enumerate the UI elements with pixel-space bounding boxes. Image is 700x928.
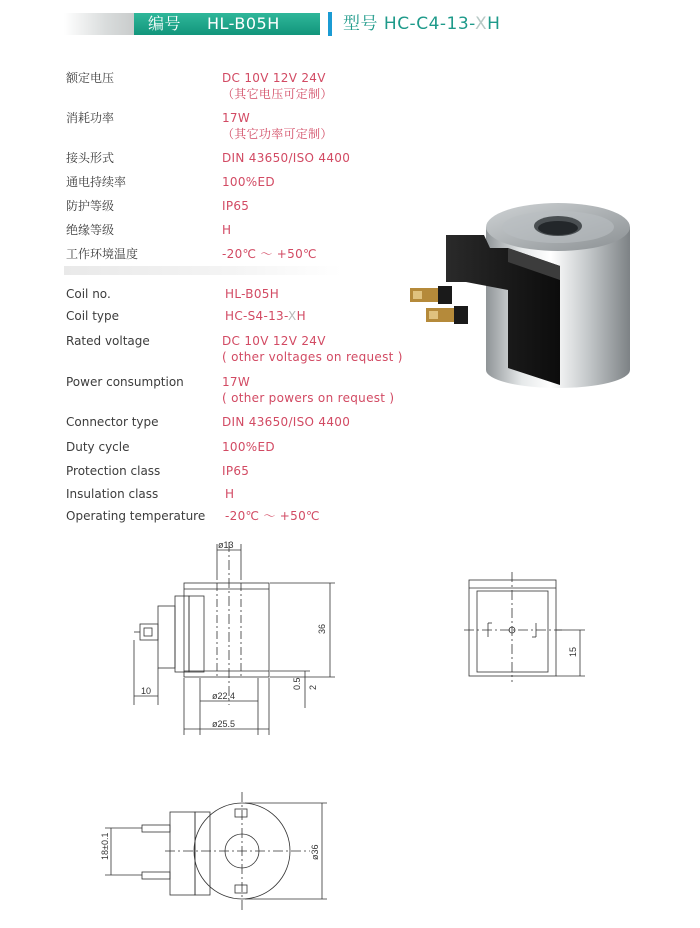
dim-h36: 36	[317, 623, 327, 634]
spec-cn-power-value: 17W	[222, 111, 251, 125]
header-code-box	[134, 13, 320, 35]
dim-d25: ø25.5	[212, 719, 236, 729]
spec-cn-label-connector: 接头形式	[66, 151, 115, 165]
spec-en-label-temperature: Operating temperature	[66, 509, 206, 523]
spec-cn-voltage-value: DC 10V 12V 24V	[222, 71, 326, 85]
spec-cn-label-protection: 防护等级	[66, 199, 115, 213]
header-model-prefix: HC-C4-13-	[383, 14, 475, 34]
spec-cn-label-voltage: 额定电压	[66, 71, 115, 85]
spec-cn-value-power	[222, 110, 333, 142]
spec-en-label-protection: Protection class	[66, 464, 161, 478]
spec-cn-value-temperature: -20℃ ～ +50℃	[222, 247, 317, 261]
spec-en-value-insulation: H	[225, 487, 235, 501]
spec-cn-value-voltage	[222, 70, 333, 102]
spec-en-voltage-note: ( other voltages on request )	[222, 350, 403, 364]
spec-cn-label-power: 消耗功率	[66, 111, 115, 125]
spec-en-coil-type-suffix: H	[296, 309, 306, 323]
spec-en-coil-type-prefix: HC-S4-13-	[225, 309, 289, 323]
spec-en-coil-type-x: X	[288, 309, 297, 323]
spec-en-label-coil-type: Coil type	[66, 309, 120, 323]
header-model	[343, 12, 500, 36]
header-divider-bar	[328, 12, 332, 36]
header-model-x: X	[474, 14, 488, 34]
header-gradient	[64, 13, 134, 35]
dim-h15: 15	[568, 646, 578, 657]
spec-cn-voltage-note: （其它电压可定制）	[222, 87, 333, 101]
dim-d10: 10	[141, 686, 152, 696]
drawing-side-view	[120, 530, 345, 750]
spec-en-value-duty: 100%ED	[222, 440, 275, 454]
header-model-suffix: H	[487, 14, 501, 34]
header-code-label: 编号	[148, 14, 182, 33]
spec-en-label-voltage: Rated voltage	[66, 334, 150, 348]
drawing-top-view	[95, 790, 335, 915]
spec-en-value-voltage	[222, 333, 403, 365]
spec-en-power-note: ( other powers on request )	[222, 391, 395, 405]
spec-en-value-protection: IP65	[222, 464, 250, 478]
spec-cn-label-insulation: 绝缘等级	[66, 223, 115, 237]
spec-en-value-coil-type	[225, 308, 306, 324]
header-code-value: HL-B05H	[207, 14, 280, 33]
header-model-label: 型号	[343, 14, 378, 34]
spec-cn-value-insulation: H	[222, 223, 232, 237]
dim-d13: ø13	[218, 540, 234, 550]
spec-en-label-connector: Connector type	[66, 415, 159, 429]
spec-en-value-connector: DIN 43650/ISO 4400	[222, 415, 351, 429]
dim-d22: ø22.4	[212, 691, 236, 701]
dim-d36: ø36	[310, 844, 320, 860]
spec-en-label-power: Power consumption	[66, 375, 184, 389]
spec-cn-value-duty: 100%ED	[222, 175, 275, 189]
spec-en-value-temperature: -20℃ ～ +50℃	[225, 509, 320, 523]
spec-en-voltage-value: DC 10V 12V 24V	[222, 334, 326, 348]
spec-en-value-coil-no: HL-B05H	[225, 287, 280, 301]
spec-en-power-value: 17W	[222, 375, 251, 389]
dim-h18: 18±0.1	[100, 832, 110, 860]
spec-en-value-power	[222, 374, 394, 406]
spec-en-label-duty: Duty cycle	[66, 440, 130, 454]
spec-en-label-insulation: Insulation class	[66, 487, 159, 501]
spec-en-label-coil-no: Coil no.	[66, 287, 111, 301]
dim-d2: 2	[308, 684, 318, 690]
dim-d05: 0.5	[292, 677, 302, 690]
product-photo	[400, 200, 640, 395]
spec-cn-label-temperature: 工作环境温度	[66, 247, 139, 261]
spec-cn-power-note: （其它功率可定制）	[222, 127, 333, 141]
spec-cn-label-duty: 通电持续率	[66, 175, 127, 189]
spec-cn-value-connector: DIN 43650/ISO 4400	[222, 151, 351, 165]
section-divider	[64, 266, 342, 275]
spec-cn-value-protection: IP65	[222, 199, 250, 213]
drawing-front-view	[450, 570, 590, 685]
